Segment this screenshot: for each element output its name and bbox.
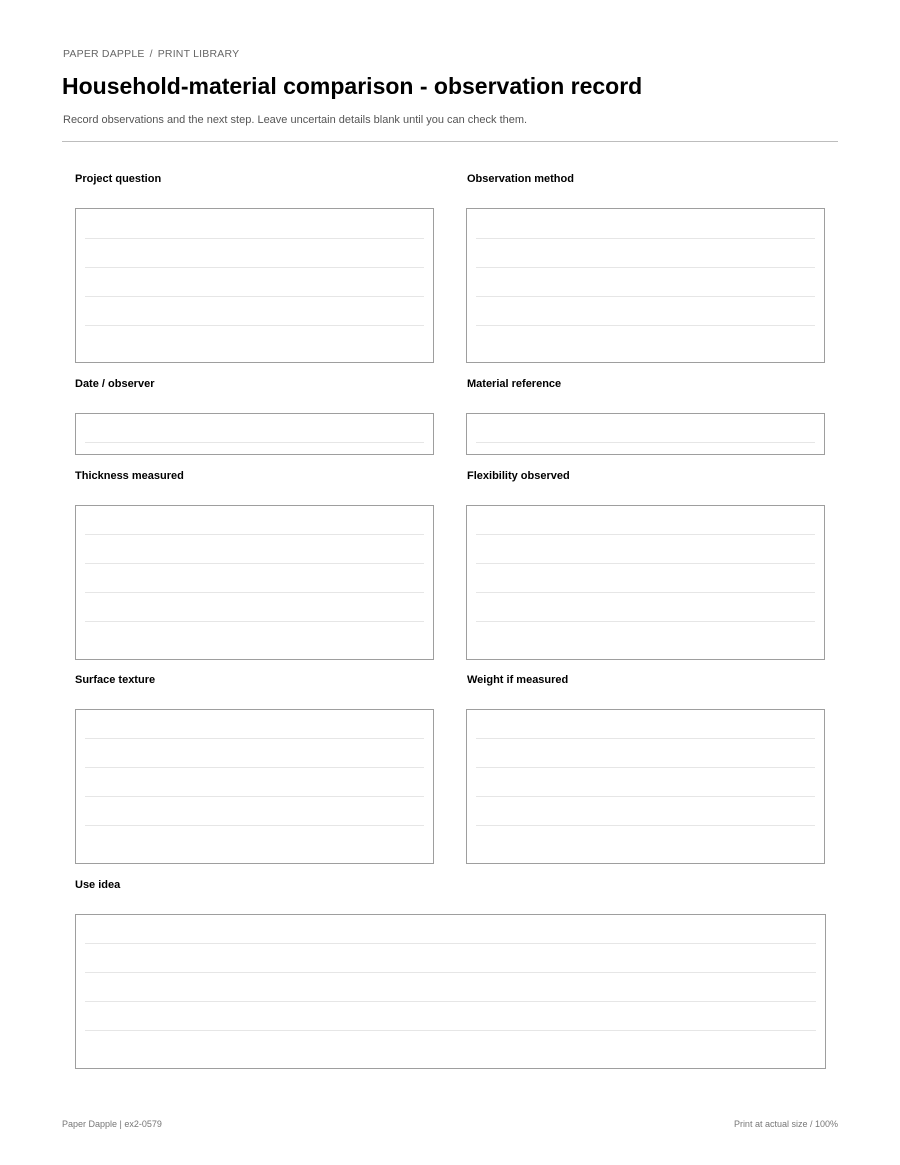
writing-line xyxy=(476,825,815,826)
surface-texture-label: Surface texture xyxy=(75,674,156,686)
writing-line xyxy=(476,267,815,268)
writing-line xyxy=(85,238,424,239)
observation-method-field[interactable] xyxy=(466,208,825,363)
writing-line xyxy=(476,534,815,535)
writing-line xyxy=(85,1030,816,1031)
breadcrumb-separator: / xyxy=(149,48,153,60)
writing-line xyxy=(85,621,424,622)
writing-line xyxy=(85,296,424,297)
writing-line xyxy=(476,442,815,443)
page-subtitle: Record observations and the next step. Leave uncertain details blank until you can check them. xyxy=(63,114,528,126)
footer-document-id: Paper Dapple | ex2-0579 xyxy=(62,1119,162,1129)
footer-print-note: Print at actual size / 100% xyxy=(733,1119,838,1129)
writing-line xyxy=(85,943,816,944)
breadcrumb-brand: PAPER DAPPLE xyxy=(63,48,145,60)
writing-line xyxy=(85,325,424,326)
surface-texture-field[interactable] xyxy=(75,709,434,864)
weight-if-measured-field[interactable] xyxy=(466,709,825,864)
date-observer-field[interactable] xyxy=(75,413,434,455)
thickness-measured-field[interactable] xyxy=(75,505,434,660)
writing-line xyxy=(85,534,424,535)
writing-line xyxy=(85,267,424,268)
observation-method-label: Observation method xyxy=(467,173,574,185)
material-reference-field[interactable] xyxy=(466,413,825,455)
writing-line xyxy=(476,621,815,622)
project-question-field[interactable] xyxy=(75,208,434,363)
flexibility-observed-label: Flexibility observed xyxy=(467,470,570,482)
writing-line xyxy=(85,592,424,593)
breadcrumb-section: PRINT LIBRARY xyxy=(157,48,240,60)
writing-line xyxy=(476,238,815,239)
writing-line xyxy=(85,825,424,826)
page-title: Household-material comparison - observation record xyxy=(62,73,643,99)
writing-line xyxy=(476,563,815,564)
writing-line xyxy=(85,738,424,739)
flexibility-observed-field[interactable] xyxy=(466,505,825,660)
writing-line xyxy=(476,796,815,797)
writing-line xyxy=(85,442,424,443)
material-reference-label: Material reference xyxy=(467,378,562,390)
writing-line xyxy=(85,1001,816,1002)
weight-if-measured-label: Weight if measured xyxy=(467,674,569,686)
writing-line xyxy=(85,767,424,768)
writing-line xyxy=(476,325,815,326)
breadcrumb xyxy=(63,48,239,60)
writing-line xyxy=(476,592,815,593)
writing-line xyxy=(85,563,424,564)
writing-line xyxy=(85,972,816,973)
header-divider xyxy=(62,141,838,142)
date-observer-label: Date / observer xyxy=(75,378,155,390)
writing-line xyxy=(476,296,815,297)
writing-line xyxy=(85,796,424,797)
use-idea-field[interactable] xyxy=(75,914,826,1069)
thickness-measured-label: Thickness measured xyxy=(75,470,184,482)
writing-line xyxy=(476,767,815,768)
use-idea-label: Use idea xyxy=(75,879,121,891)
writing-line xyxy=(476,738,815,739)
project-question-label: Project question xyxy=(75,173,162,185)
